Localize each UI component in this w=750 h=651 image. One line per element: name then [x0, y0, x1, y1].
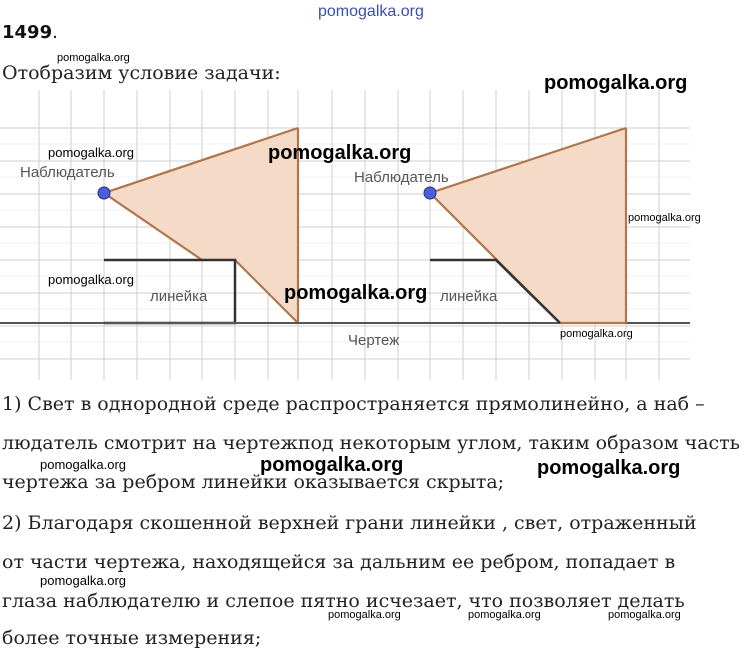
watermark: pomogalka.org — [48, 272, 134, 287]
watermark: pomogalka.org — [328, 609, 401, 621]
drawing-label: Чертеж — [348, 332, 400, 349]
ruler-label-left: линейка — [150, 288, 208, 305]
watermark: pomogalka.org — [40, 457, 126, 472]
watermark: pomogalka.org — [544, 72, 688, 94]
watermark: pomogalka.org — [468, 609, 541, 621]
ruler-label-right: линейка — [440, 288, 498, 305]
top-watermark: pomogalka.org — [318, 3, 424, 20]
problem-number-text: 1499 — [2, 22, 53, 43]
observer-dot-left — [98, 187, 110, 199]
watermark: pomogalka.org — [48, 145, 134, 160]
observer-label-right: Наблюдатель — [354, 169, 449, 186]
watermark: pomogalka.org — [40, 573, 126, 588]
watermark: pomogalka.org — [260, 454, 404, 476]
watermark: pomogalka.org — [57, 52, 130, 64]
text-line-1: 1) Свет в однородной среде распространяется прямолинейно, а наб – — [2, 393, 705, 415]
text-line-3: чертежа за ребром линейки оказывается скрыта; — [2, 471, 505, 493]
problem-number — [2, 22, 58, 43]
watermark: pomogalka.org — [284, 282, 428, 304]
text-line-4: 2) Благодаря скошенной верхней грани линейки , свет, отраженный — [2, 512, 697, 534]
text-line-6: глаза наблюдателю и слепое пятно исчезает, что позволяет делать — [2, 590, 685, 612]
text-line-5: от части чертежа, находящейся за дальним ее ребром, попадает в — [2, 551, 676, 573]
watermark: pomogalka.org — [268, 142, 412, 164]
watermark: pomogalka.org — [560, 328, 633, 340]
problem-number-punct: . — [52, 22, 58, 43]
diagram — [0, 90, 750, 380]
observer-dot-right — [424, 187, 436, 199]
text-line-7: более точные измерения; — [2, 627, 262, 649]
observer-label-left: Наблюдатель — [20, 164, 115, 181]
watermark: pomogalka.org — [608, 609, 681, 621]
intro-text: Отобразим условие задачи: — [2, 62, 281, 84]
watermark: pomogalka.org — [628, 212, 701, 224]
watermark: pomogalka.org — [537, 457, 681, 479]
text-line-2: людатель смотрит на чертежпод некоторым углом, таким образом часть — [2, 432, 741, 454]
